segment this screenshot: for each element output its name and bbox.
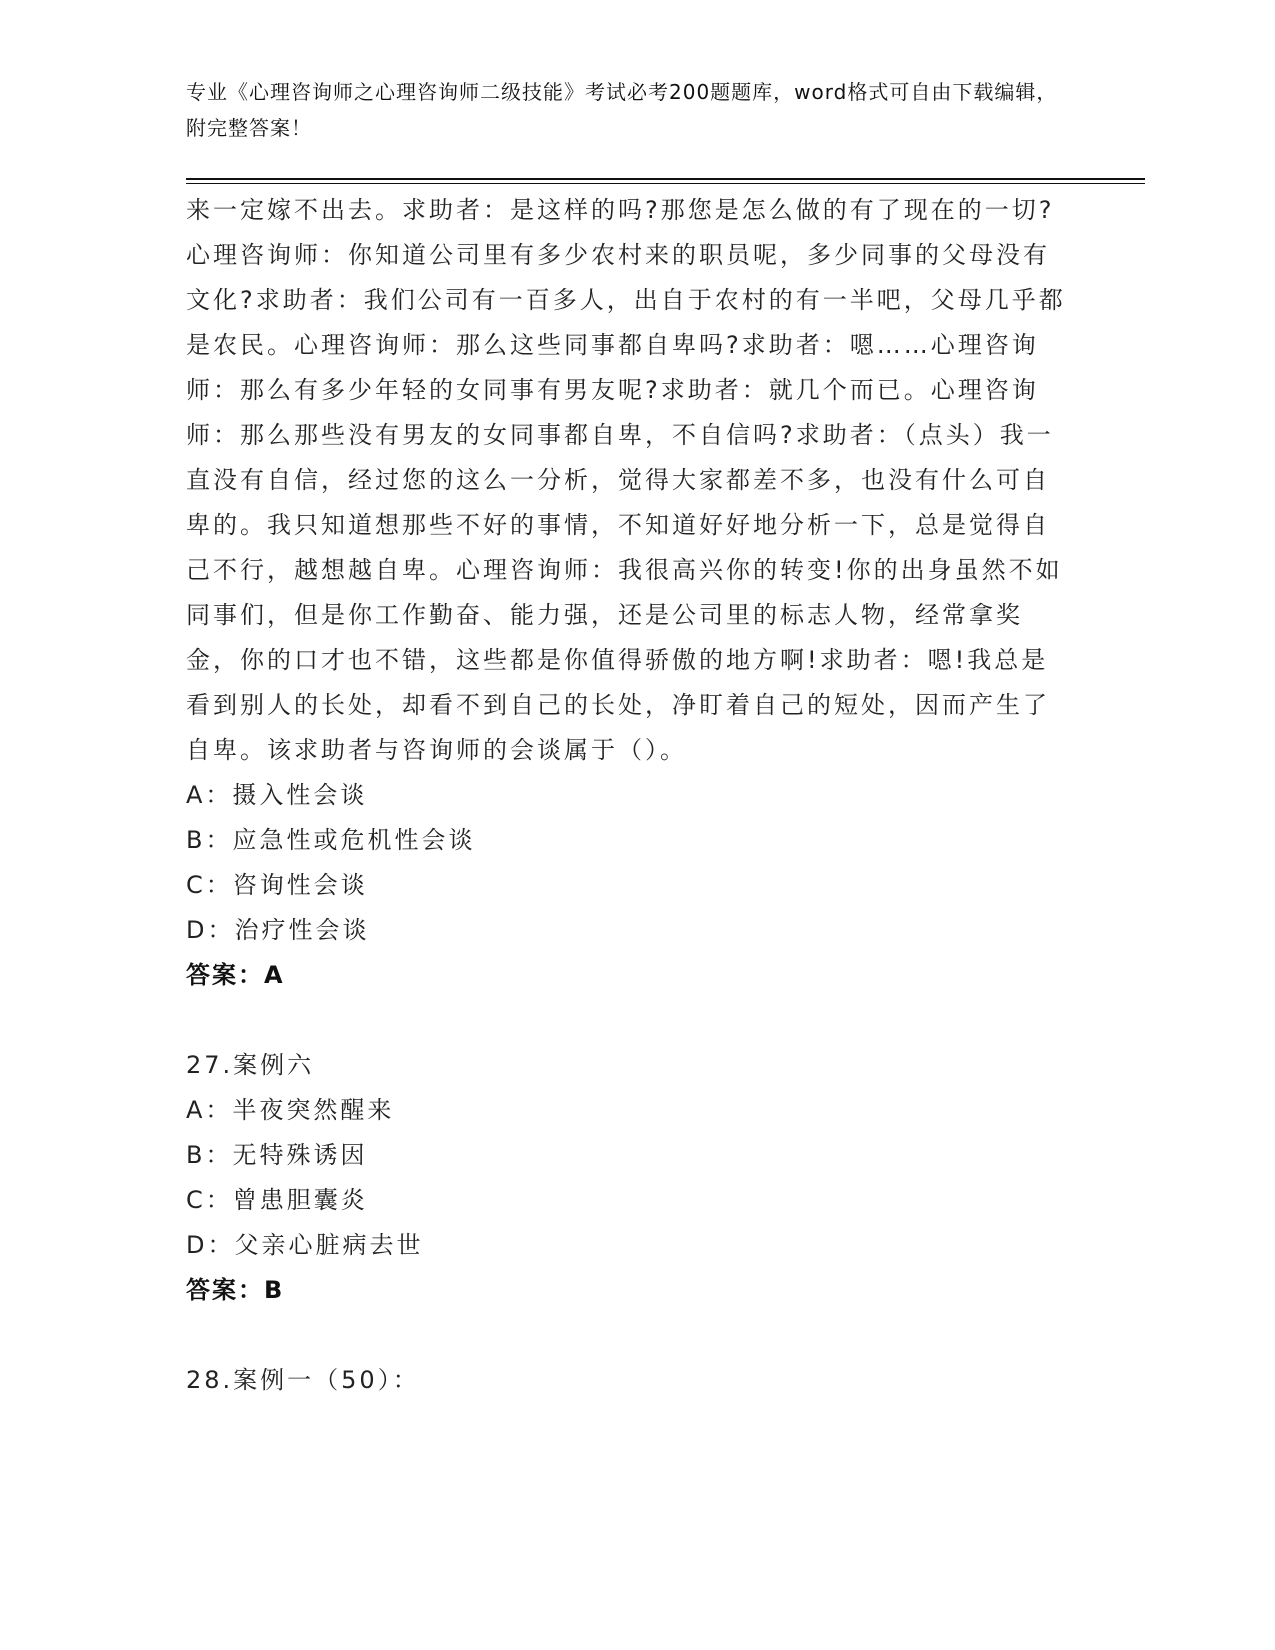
question-28-title: 28.案例一（50）： (186, 1366, 420, 1394)
question-27-option-c: C：曾患胆囊炎 (186, 1186, 368, 1214)
question-27-option-b: B：无特殊诱因 (186, 1141, 368, 1169)
question-26-option-b: B：应急性或危机性会谈 (186, 826, 476, 854)
document-header: 专业《心理咨询师之心理咨询师二级技能》考试必考200题题库，word格式可自由下载编辑，附完整答案！ (186, 80, 1058, 140)
spacer (186, 1313, 1066, 1358)
document-body (186, 188, 1066, 1403)
question-26-stem: 来一定嫁不出去。求助者：是这样的吗?那您是怎么做的有了现在的一切?心理咨询师：你知道公司里有多少农村来的职员呢，多少同事的父母没有文化?求助者：我们公司有一百多人，出自于农村的有一半吧，父母几乎都是农民。心理咨询师：那么这些同事都自卑吗?求助者：嗯……心理咨询师：那么有多少年轻的女同事有男友呢?求助者：就几个而已。心理咨询师：那么那些没有男友的女同事都自卑，不自信吗?求助者：（点头）我一直没有自信，经过您的这么一分析，觉得大家都差不多，也没有什么可自卑的。我只知道想那些不好的事情，不知道好好地分析一下，总是觉得自己不行，越想越自卑。心理咨询师：我很高兴你的转变!你的出身虽然不如同事们，但是你工作勤奋、能力强，还是公司里的标志人物，经常拿奖金，你的口才也不错，这些都是你值得骄傲的地方啊!求助者：嗯!我总是看到别人的长处，却看不到自己的长处，净盯着自己的短处，因而产生了自卑。该求助者与咨询师的会谈属于（）。 (186, 196, 1066, 764)
question-26-answer: 答案：A (186, 961, 285, 989)
question-26-option-a: A：摄入性会谈 (186, 781, 368, 809)
question-27-option-d: D：父亲心脏病去世 (186, 1231, 424, 1259)
question-26-option-c: C：咨询性会谈 (186, 871, 368, 899)
header-divider-thick (186, 178, 1145, 180)
question-27-answer: 答案：B (186, 1276, 285, 1304)
question-27-option-a: A：半夜突然醒来 (186, 1096, 395, 1124)
spacer (186, 998, 1066, 1043)
question-27-title: 27.案例六 (186, 1051, 315, 1079)
question-26-option-d: D：治疗性会谈 (186, 916, 370, 944)
header-divider-thin (186, 183, 1145, 184)
